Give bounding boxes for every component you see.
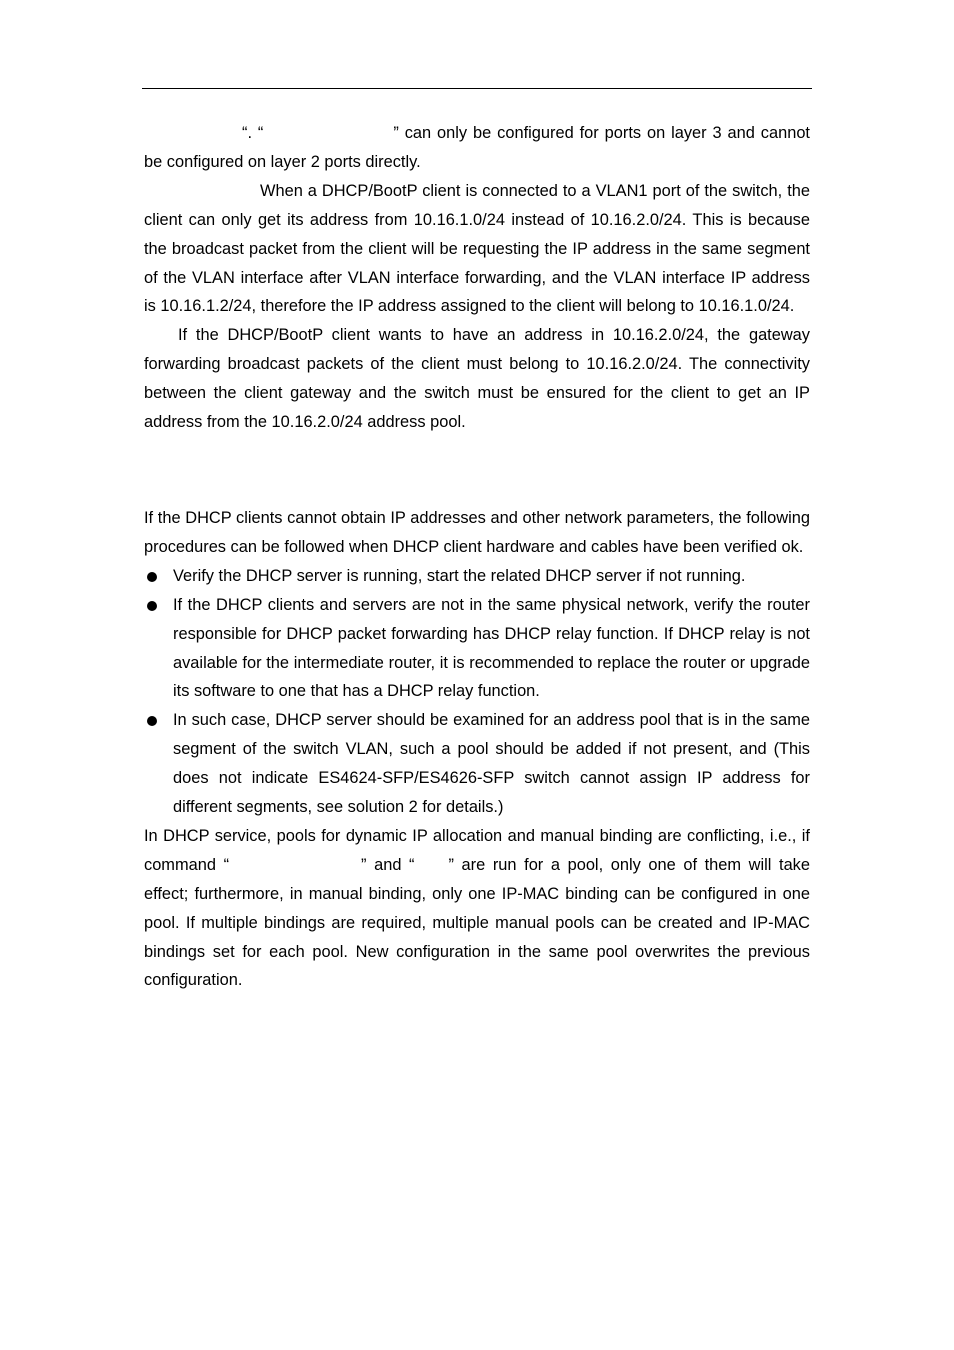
paragraph-pool-conflict (144, 822, 810, 995)
bullet-icon (147, 572, 157, 582)
header-rule (142, 88, 812, 89)
paragraph-layer3-note (144, 119, 810, 177)
bullet-list (144, 562, 810, 822)
document-body (144, 119, 810, 995)
text-fragment: ” can only be configured for ports on layer 3 and cannot be configured on layer 2 ports directly. (144, 124, 810, 171)
list-item-text: Verify the DHCP server is running, start the related DHCP server if not running. (173, 566, 746, 585)
text-fragment: ” and “ (361, 855, 415, 874)
text-fragment: In DHCP service, pools for dynamic IP allocation and manual binding are conflicting, i.e., if command “ (144, 826, 810, 874)
list-item-text: In such case, DHCP server should be examined for an address pool that is in the same segment of the switch VLAN, such a pool should be added if not present, and (This does not indicate ES4624-SFP/ES4626-SFP switch cannot assign IP address for different segments, see solution 2 for details.) (173, 711, 810, 817)
paragraph-gateway: If the DHCP/BootP client wants to have an address in 10.16.2.0/24, the gateway forwarding broadcast packets of the client must belong to 10.16.2.0/24. The connectivity between the client gateway and the switch must be ensured for the client to get an IP address from the 10.16.2.0/24 address pool. (144, 326, 810, 432)
text-fragment: “. “ (242, 124, 264, 142)
text-fragment: ” are run for a pool, only one of them will take effect; furthermore, in manual binding, only one IP-MAC binding can be configured in one pool. If multiple bindings are required, multiple manual pools can be created and IP-MAC bindings set for each pool. New configuration in the same pool overwrites the previous configuration. (144, 855, 810, 990)
paragraph-troubleshoot-intro: If the DHCP clients cannot obtain IP addresses and other network parameters, the following procedures can be followed when DHCP client hardware and cables have been verified ok. (144, 508, 810, 556)
list-item (144, 706, 810, 822)
paragraph-vlan1-client: When a DHCP/BootP client is connected to a VLAN1 port of the switch, the client can only get its address from 10.16.1.0/24 instead of 10.16.2.0/24. This is because the broadcast packet from the client will be requesting the IP address in the same segment of the VLAN interface after VLAN interface forwarding, and the VLAN interface IP address is 10.16.1.2/24, therefore the IP address assigned to the client will belong to 10.16.1.0/24. (144, 181, 810, 316)
section-gap (144, 437, 810, 504)
bullet-icon (147, 716, 157, 726)
bullet-icon (147, 601, 157, 611)
list-item-text: If the DHCP clients and servers are not in the same physical network, verify the router responsible for DHCP packet forwarding has DHCP relay function. If DHCP relay is not available for the intermediate router, it is recommended to replace the router or upgrade its software to one that has a DHCP relay function. (173, 595, 810, 701)
list-item (144, 562, 810, 591)
list-item (144, 591, 810, 707)
